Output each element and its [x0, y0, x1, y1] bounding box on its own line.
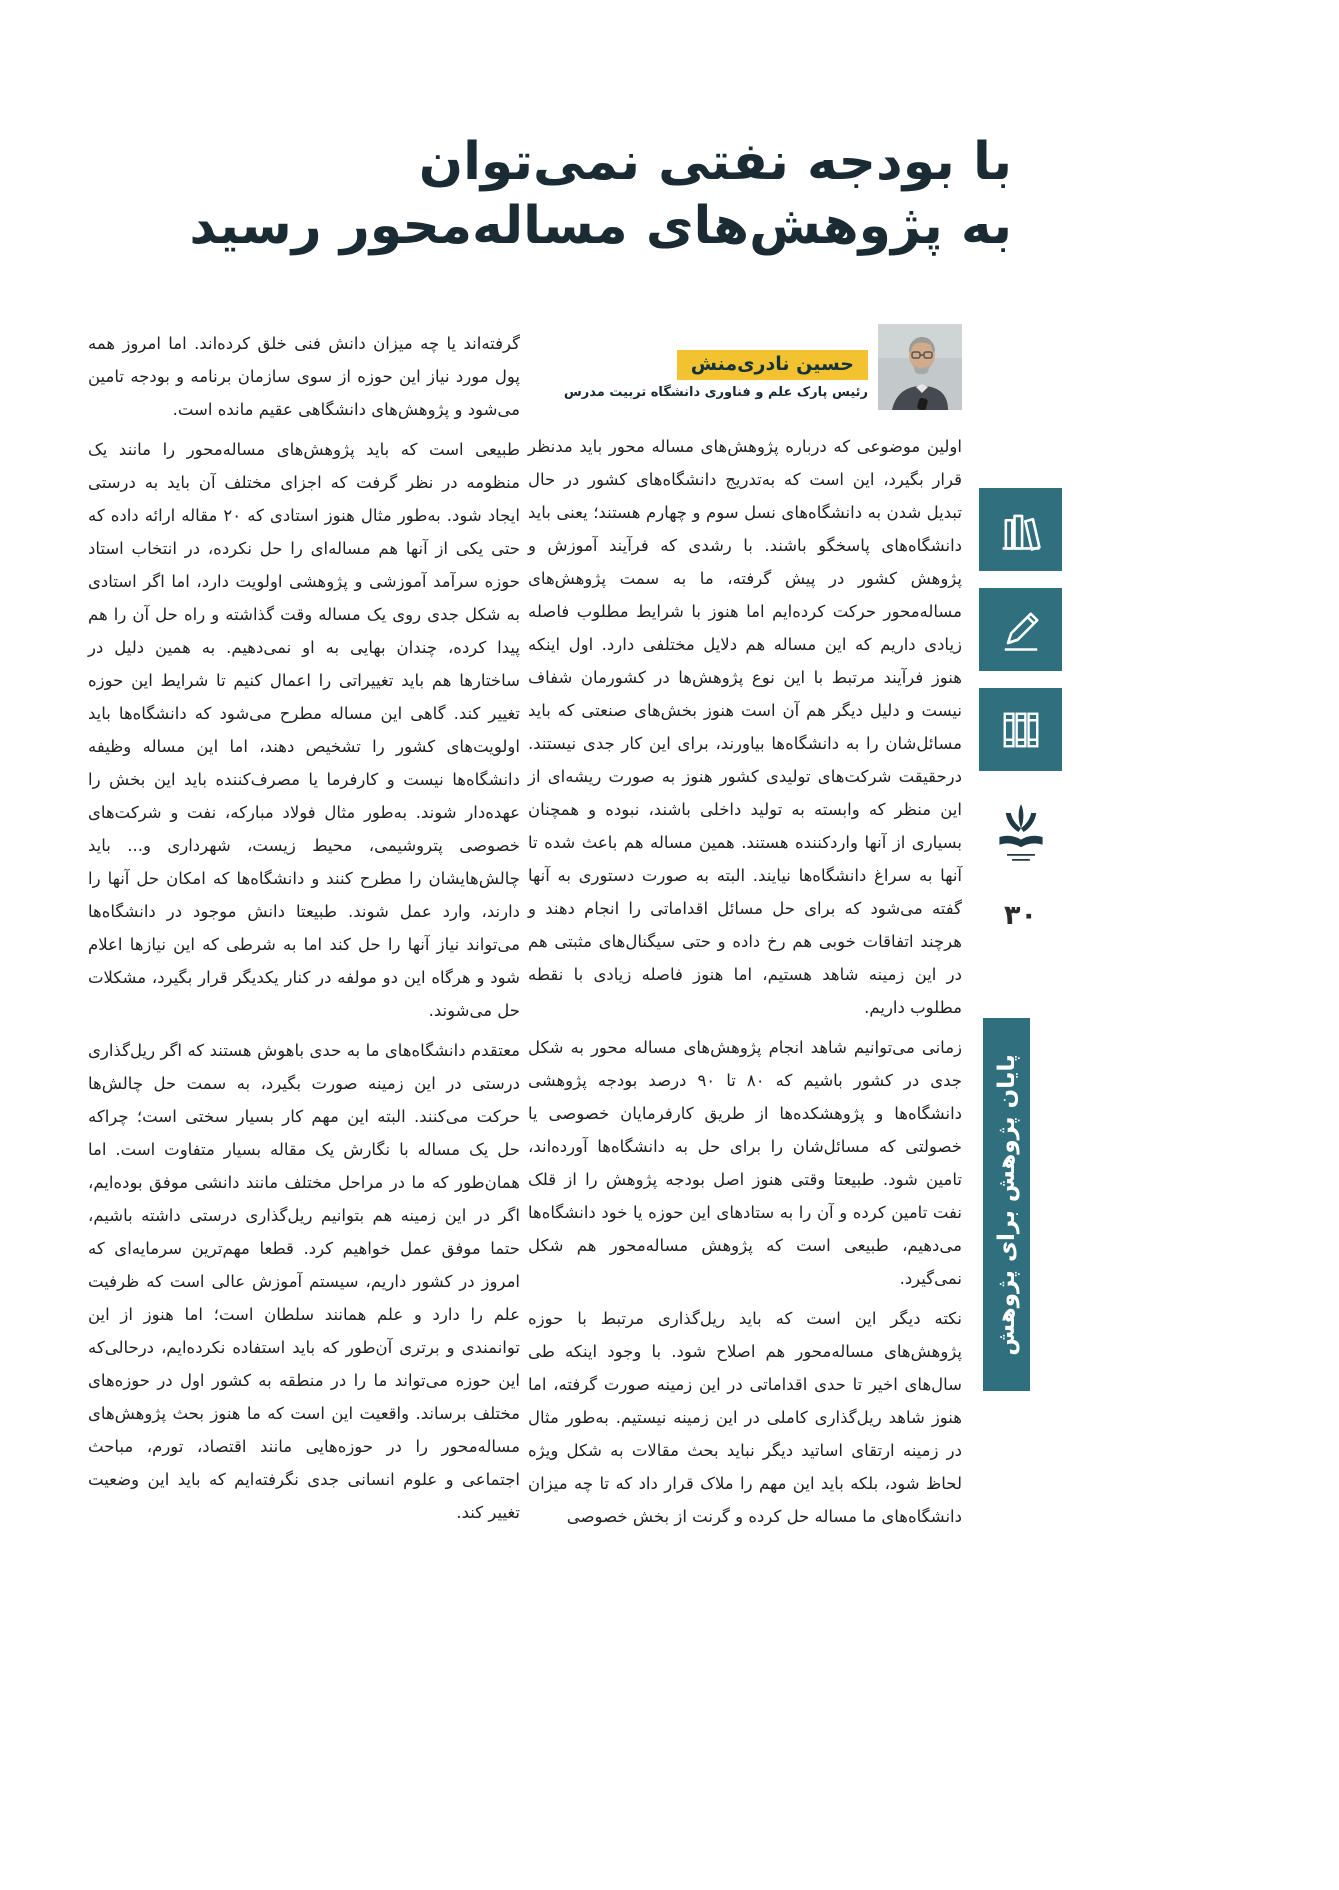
article-column-right — [528, 430, 962, 1540]
university-logo — [979, 788, 1062, 876]
page-number: ۳۰ — [1004, 900, 1037, 931]
speaker-role: رئیس پارک علم و فناوری دانشگاه تربیت مدرس — [563, 385, 868, 400]
sidebar-tile-bookshelf — [979, 488, 1062, 571]
speaker-name: حسین نادری‌منش — [677, 350, 868, 380]
section-banner — [983, 1018, 1030, 1391]
pencil-icon — [995, 604, 1047, 656]
sidebar-tile-books — [979, 688, 1062, 771]
paragraph: نکته دیگر این است که باید ریل‌گذاری مرتبط با حوزه پژوهش‌های مساله‌محور هم اصلاح شود. با وجود اینکه طی سال‌های اخیر تا حدی اقداماتی در این زمینه صورت گرفته، اما هنوز شاهد ریل‌گذاری کاملی در این زمینه نیستیم. به‌طور مثال در زمینه ارتقای اساتید دیگر نباید بحث مقالات به شکل ویژه لحاظ شود، بلکه باید این مهم را ملاک قرار داد که تا چه میزان دانشگاه‌های ما مساله حل کرده و گرنت از بخش خصوصی — [528, 1309, 962, 1526]
section-banner-label: پایان پژوهش برای پژوهش — [993, 1053, 1020, 1356]
paragraph: گرفته‌اند یا چه میزان دانش فنی خلق کرده‌اند. اما امروز همه پول مورد نیاز این حوزه از سوی سازمان برنامه و بودجه تامین می‌شود و پژوهش‌های دانشگاهی عقیم مانده است. — [88, 334, 520, 419]
speaker-photo — [878, 324, 962, 410]
paragraph: معتقدم دانشگاه‌های ما به حدی باهوش هستند که اگر ریل‌گذاری درستی در این زمینه صورت بگیرد، به سمت حل چالش‌ها حرکت می‌کنند. البته این مهم کار بسیار سختی است؛ چراکه حل یک مساله با نگارش یک مقاله بسیار متفاوت است. اما همان‌طور که ما در مراحل مختلف مانند دانشی موفق بوده‌ایم، اگر در این زمینه هم بتوانیم ریل‌گذاری درستی داشته باشیم، حتما موفق عمل خواهیم کرد. قطعا مهم‌ترین سرمایه‌ای که امروز در کشور داریم، سیستم آموزش عالی است که ظرفیت علم را دارد و علم همانند سلطان است؛ اما هنوز از این توانمندی و برتری آن‌طور که باید استفاده نکرده‌ایم، درحالی‌که این حوزه می‌تواند ما را در منطقه به کشور اول در حوزه‌های مختلف برساند. واقعیت این است که ما هنوز بحث پژوهش‌های مساله‌محور را در حوزه‌هایی مانند اقتصاد، تورم، مباحث اجتماعی و علوم انسانی جدی نگرفته‌ایم که باید این وضعیت تغییر کند. — [88, 1041, 520, 1522]
paragraph: اولین موضوعی که درباره پژوهش‌های مساله محور باید مدنظر قرار بگیرد، این است که به‌تدریج دانشگاه‌های کشور در حال تبدیل شدن به دانشگاه‌های نسل سوم و چهارم هستند؛ یعنی باید دانشگاه‌های پاسخگو باشند. با رشدی که فرآیند آموزش و پژوهش کشور در پیش گرفته، ما به سمت پژوهش‌های مساله‌محور حرکت کرده‌ایم اما هنوز با شرایط مطلوب فاصله زیادی داریم که این مساله هم دلایل مختلفی دارد. اول اینکه هنوز فرآیند مرتبط با این نوع پژوهش‌ها در کشورمان شفاف نیست و دلیل دیگر هم آن است هنوز بخش‌های صنعتی که باید مسائل‌شان را به دانشگاه‌ها بیاورند، برای این کار جدی نیستند. درحقیقت شرکت‌های تولیدی کشور هنوز به صورت ریشه‌ای از این منظر که وابسته به تولید داخلی باشند، نبوده و همچنان بسیاری از آنها واردکننده هستند. همین مساله هم باعث شده تا آنها به سراغ دانشگاه‌ها نیایند. البته به صورت دستوری به آنها گفته می‌شود که برای حل مسائل اقداماتی را انجام دهند و هرچند اتفاقات خوبی هم رخ داده و حتی سیگنال‌های مثبتی هم در این زمینه شاهد هستیم، اما هنوز فاصله زیادی با نقطه مطلوب داریم. — [528, 437, 962, 1017]
paragraph: زمانی می‌توانیم شاهد انجام پژوهش‌های مساله محور به شکل جدی در کشور باشیم که ۸۰ تا ۹۰ درصد بودجه پژوهشی دانشگاه‌ها و پژوهشکده‌ها از طریق کارفرمایان خصوصی یا خصولتی که مسائل‌شان را برای حل به دانشگاه‌ها آورده‌اند، تامین شود. طبیعتا وقتی هنوز اصل بودجه پژوهش را از قلک نفت تامین کرده و آن را به ستادهای این حوزه یا خود دانشگاه‌ها می‌دهیم، طبیعی است که پژوهش مساله‌محور هم شکل نمی‌گیرد. — [528, 1038, 963, 1288]
paragraph: طبیعی است که باید پژوهش‌های مساله‌محور را مانند یک منظومه در نظر گرفت که اجزای مختلف آن باید به درستی ایجاد شود. به‌طور مثال هنوز استادی که ۲۰ مقاله ارائه داده که حتی یکی از آنها هم مساله‌ای را حل نکرده، در انتخاب استاد حوزه سرآمد آموزشی و پژوهشی اولویت دارد، اما اگر استادی به شکل جدی روی یک مساله وقت گذاشته و راه حل آن را هم پیدا کرده، چندان بهایی به او نمی‌دهیم. به همین دلیل در ساختارها هم باید تغییراتی را اعمال کنیم تا شرایط این حوزه تغییر کند. گاهی این مساله مطرح می‌شود که دانشگاه‌ها باید اولویت‌های کشور را تشخیص دهند، اما این مساله وظیفه دانشگاه‌ها نیست و کارفرما یا مصرف‌کننده باید این بخش را عهده‌دار شوند. به‌طور مثال فولاد مبارکه، نفت و شرکت‌های خصوصی پتروشیمی، محیط زیست، شهرداری و... باید چالش‌هایشان را مطرح کنند و دانشگاه‌ها که امکان حل آنها را دارند، وارد عمل شوند. طبیعتا دانش موجود در دانشگاه‌ها می‌تواند نیاز آنها را حل کند اما به شرطی که این نیازها اعلام شود و هرگاه این دو مولفه در کنار یکدیگر قرار بگیرد، مشکلات حل می‌شوند. — [88, 440, 520, 1020]
article-column-left — [88, 327, 520, 1536]
article-title-line2: به پژوهش‌های مساله‌محور رسید — [189, 196, 1012, 256]
byline-text — [528, 324, 868, 420]
article-title — [189, 130, 1012, 258]
books-row-icon — [995, 704, 1047, 756]
university-logo-icon — [990, 799, 1052, 865]
sidebar-tile-pencil — [979, 588, 1062, 671]
byline — [528, 324, 962, 420]
bookshelf-icon — [995, 504, 1047, 556]
speaker-portrait-illustration — [878, 324, 962, 410]
article-title-line1: با بودجه نفتی نمی‌توان — [418, 132, 1012, 192]
